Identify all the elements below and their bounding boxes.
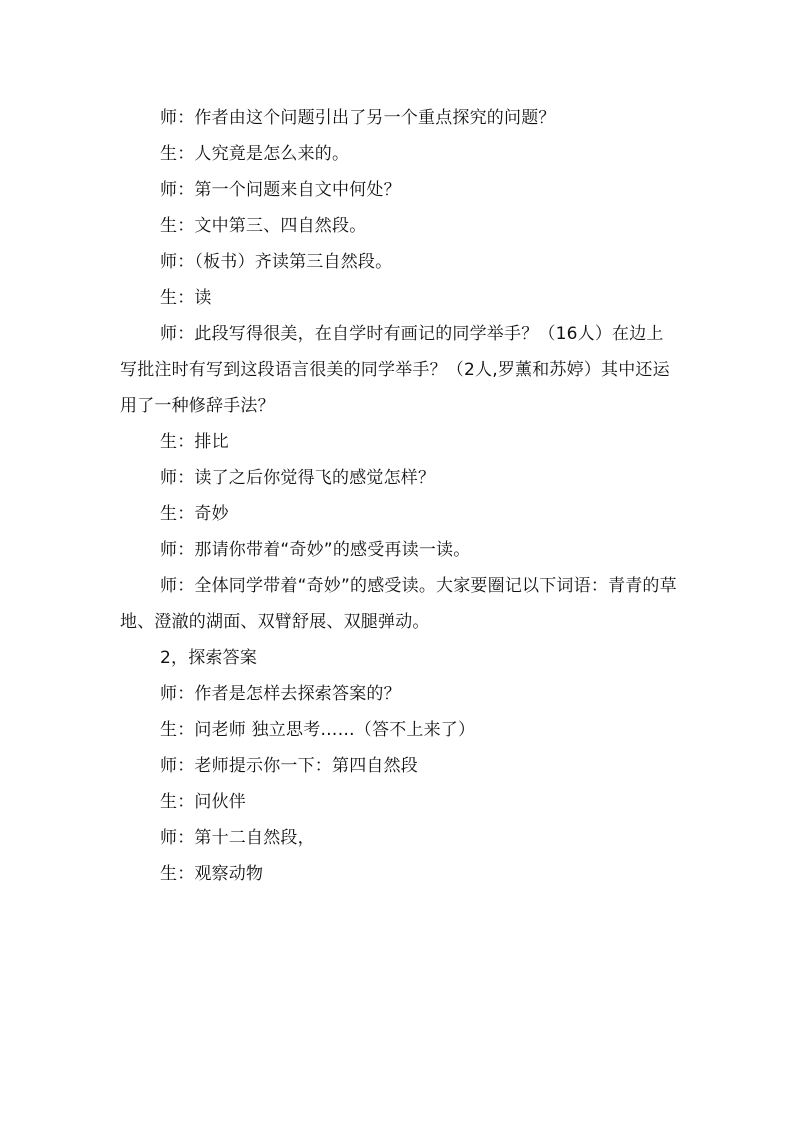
paragraph: 师：作者是怎样去探索答案的？ (160, 684, 401, 704)
paragraph: 生：奇妙 (160, 504, 229, 524)
paragraph: 师：全体同学带着“奇妙”的感受读。大家要圈记以下词语：青青的草地、澄澈的湖面、双臂舒展、双腿弹动。 (120, 576, 677, 632)
paragraph: 师：那请你带着“奇妙”的感受再读一读。 (160, 540, 471, 560)
paragraph: 师：第十二自然段， (160, 828, 315, 848)
paragraph: 师：读了之后你觉得飞的感觉怎样？ (160, 468, 436, 488)
paragraph: 生：问老师 独立思考……（答不上来了） (160, 720, 476, 740)
paragraph: 生：文中第三、四自然段。 (160, 216, 367, 236)
paragraph: 师：老师提示你一下：第四自然段 (160, 756, 418, 776)
section-heading: 2，探索答案 (160, 648, 258, 668)
paragraph: 生：观察动物 (160, 864, 264, 884)
paragraph: 师：作者由这个问题引出了另一个重点探究的问题？ (160, 108, 556, 128)
paragraph: 生：排比 (160, 432, 229, 452)
paragraph: 师：此段写得很美，在自学时有画记的同学举手？（16人）在边上写批注时有写到这段语言很美的同学举手？（2人,罗薰和苏婷）其中还运用了一种修辞手法？ (120, 324, 670, 416)
paragraph: 生：读 (160, 288, 212, 308)
paragraph: 师：（板书）齐读第三自然段。 (160, 252, 393, 272)
document-body (120, 100, 680, 892)
paragraph: 生：人究竟是怎么来的。 (160, 144, 350, 164)
paragraph: 师：第一个问题来自文中何处？ (160, 180, 401, 200)
paragraph: 生：问伙伴 (160, 792, 246, 812)
